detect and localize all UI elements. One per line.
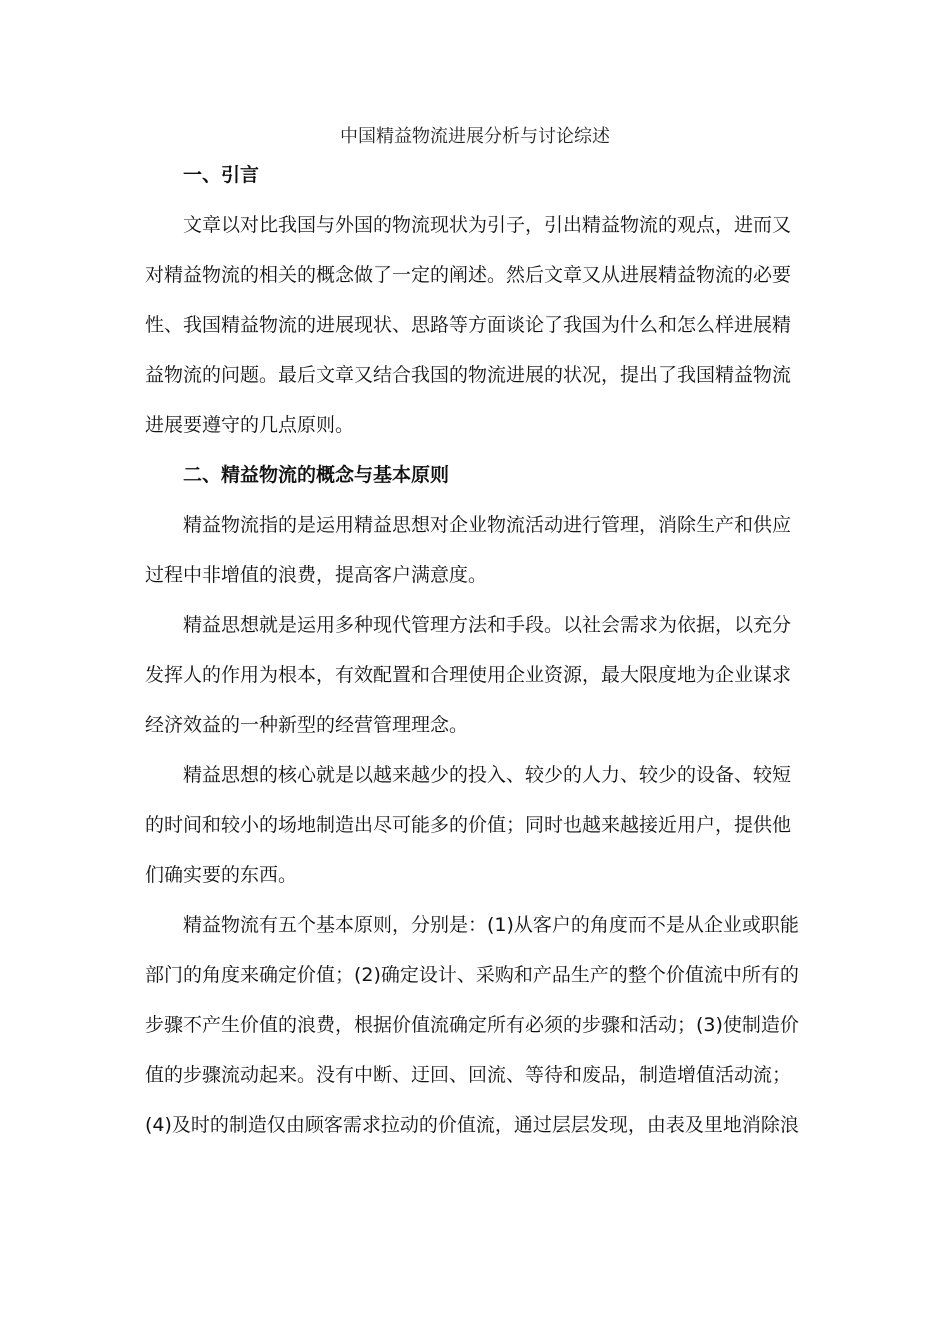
section-concept-principles — [145, 450, 805, 1150]
section-heading: 一、引言 — [183, 164, 260, 186]
section-heading: 二、精益物流的概念与基本原则 — [183, 464, 450, 486]
paragraph-line: 步骤不产生价值的浪费，根据价值流确定所有必须的步骤和活动；(3)使制造价 — [145, 1014, 799, 1036]
section-introduction — [145, 150, 805, 450]
paragraph-line: (4)及时的制造仅由顾客需求拉动的价值流，通过层层发现，由表及里地消除浪 — [145, 1114, 799, 1136]
paragraph-line: 益物流的问题。最后文章又结合我国的物流进展的状况，提出了我国精益物流 — [145, 364, 792, 386]
paragraph-line: 精益思想的核心就是以越来越少的投入、较少的人力、较少的设备、较短 — [183, 764, 792, 786]
paragraph — [145, 750, 805, 900]
paragraph-line: 部门的角度来确定价值；(2)确定设计、采购和产品生产的整个价值流中所有的 — [145, 964, 799, 986]
paragraph — [145, 200, 805, 450]
paragraph — [145, 900, 805, 1150]
paragraph-line: 值的步骤流动起来。没有中断、迂回、回流、等待和废品，制造增值活动流； — [145, 1064, 792, 1086]
paragraph-line: 发挥人的作用为根本，有效配置和合理使用企业资源，最大限度地为企业谋求 — [145, 664, 792, 686]
paragraph-line: 精益物流有五个基本原则，分别是：(1)从客户的角度而不是从企业或职能 — [183, 914, 799, 936]
paragraph-line: 们确实要的东西。 — [145, 864, 298, 886]
paragraph-line: 对精益物流的相关的概念做了一定的阐述。然后文章又从进展精益物流的必要 — [145, 264, 792, 286]
paragraph-line: 进展要遵守的几点原则。 — [145, 414, 355, 436]
paragraph-line: 精益物流指的是运用精益思想对企业物流活动进行管理，消除生产和供应 — [183, 514, 792, 536]
paragraph-line: 文章以对比我国与外国的物流现状为引子，引出精益物流的观点，进而又 — [183, 214, 792, 236]
paragraph-line: 精益思想就是运用多种现代管理方法和手段。以社会需求为依据，以充分 — [183, 614, 792, 636]
document-body — [145, 150, 805, 1150]
paragraph — [145, 600, 805, 750]
paragraph-line: 性、我国精益物流的进展现状、思路等方面谈论了我国为什么和怎么样进展精 — [145, 314, 792, 336]
paragraph-line: 的时间和较小的场地制造出尽可能多的价值；同时也越来越接近用户，提供他 — [145, 814, 792, 836]
document-title: 中国精益物流进展分析与讨论综述 — [340, 126, 610, 147]
paragraph-line: 经济效益的一种新型的经营管理理念。 — [145, 714, 469, 736]
paragraph-line: 过程中非增值的浪费，提高客户满意度。 — [145, 564, 488, 586]
paragraph — [145, 500, 805, 600]
